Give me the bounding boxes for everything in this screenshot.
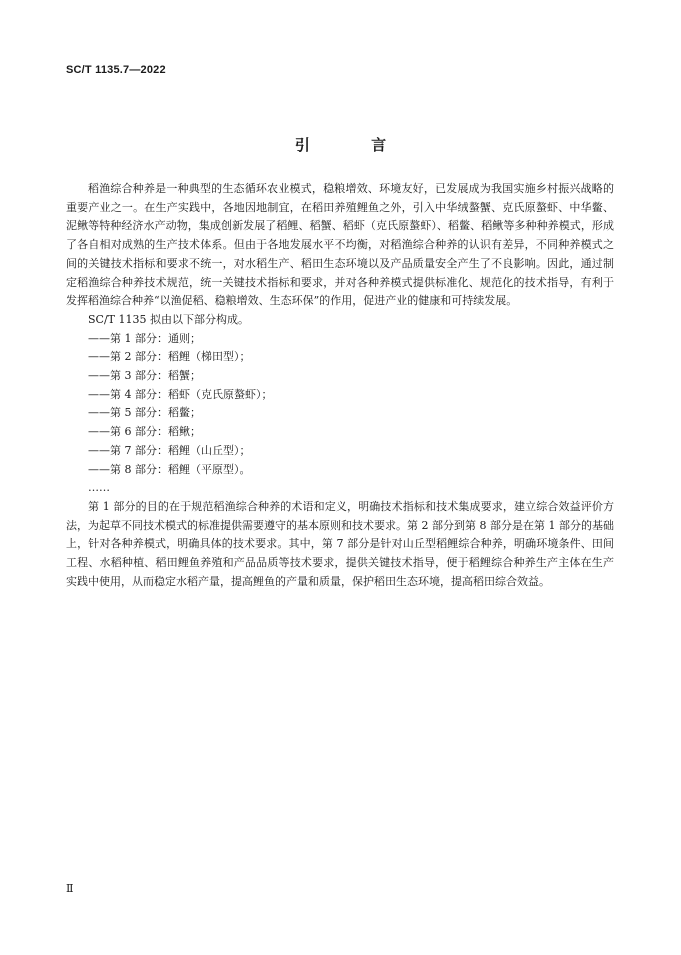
intro-paragraph: 稻渔综合种养是一种典型的生态循环农业模式，稳粮增效、环境友好，已发展成为我国实施乡村振兴战略的重要产业之一。在生产实践中，各地因地制宜，在稻田养殖鲤鱼之外，引入中华绒螯蟹、克氏原螯虾、中华鳖、泥鳅等特种经济水产动物，集成创新发展了稻鲤、稻蟹、稻虾（克氏原螯虾）、稻鳖、稻鳅等多种种养模式，形成了各自相对成熟的生产技术体系。但由于各地发展水平不均衡，对稻渔综合种养的认识有差异，不同种养模式之间的关键技术指标和要求不统一，对水稻生产、稻田生态环境以及产品质量安全产生了不良影响。因此，通过制定稻渔综合种养技术规范，统一关键技术指标和要求，并对各种养模式提供标准化、规范化的技术指导，有利于发挥稻渔综合种养“以渔促稻、稳粮增效、生态环保”的作用，促进产业的健康和可持续发展。 [66, 182, 614, 308]
ellipsis: …… [88, 481, 110, 495]
document-body [66, 180, 614, 591]
page-number: Ⅱ [66, 882, 74, 895]
parts-list [66, 330, 614, 480]
parts-intro: SC/T 1135 拟由以下部分构成。 [88, 312, 249, 326]
purpose-paragraph: 第 1 部分的目的在于规范稻渔综合种养的术语和定义，明确技术指标和技术集成要求，建立综合效益评价方法，为起草不同技术模式的标准提供需要遵守的基本原则和技术要求。第 2 部分到第 8 部分是在第 1 部分的基础上，针对各种养模式，明确具体的技术要求。其中，第 7 部分是针对山丘型稻鲤综合种养，明确环境条件、田间工程、水稻种植、稻田鲤鱼养殖和产品品质等技术要求，提供关键技术指导，便于稻鲤综合种养生产主体在生产实践中使用，从而稳定水稻产量，提高鲤鱼的产量和质量，保护稻田生态环境，提高稻田综合效益。 [66, 499, 614, 588]
list-item: ——第 8 部分：稻鲤（平原型）。 [88, 462, 251, 476]
list-item: ——第 3 部分：稻蟹； [88, 369, 201, 383]
list-item: ——第 1 部分：通则； [88, 331, 201, 345]
list-item: ——第 7 部分：稻鲤（山丘型）； [88, 443, 251, 457]
document-code: SC/T 1135.7—2022 [66, 64, 166, 76]
page-title: 引 言 [294, 136, 415, 154]
list-item: ——第 5 部分：稻鳖； [88, 406, 201, 420]
list-item: ——第 4 部分：稻虾（克氏原螯虾）； [88, 387, 273, 401]
list-item: ——第 2 部分：稻鲤（梯田型）； [88, 350, 251, 364]
list-item: ——第 6 部分：稻鳅； [88, 425, 201, 439]
